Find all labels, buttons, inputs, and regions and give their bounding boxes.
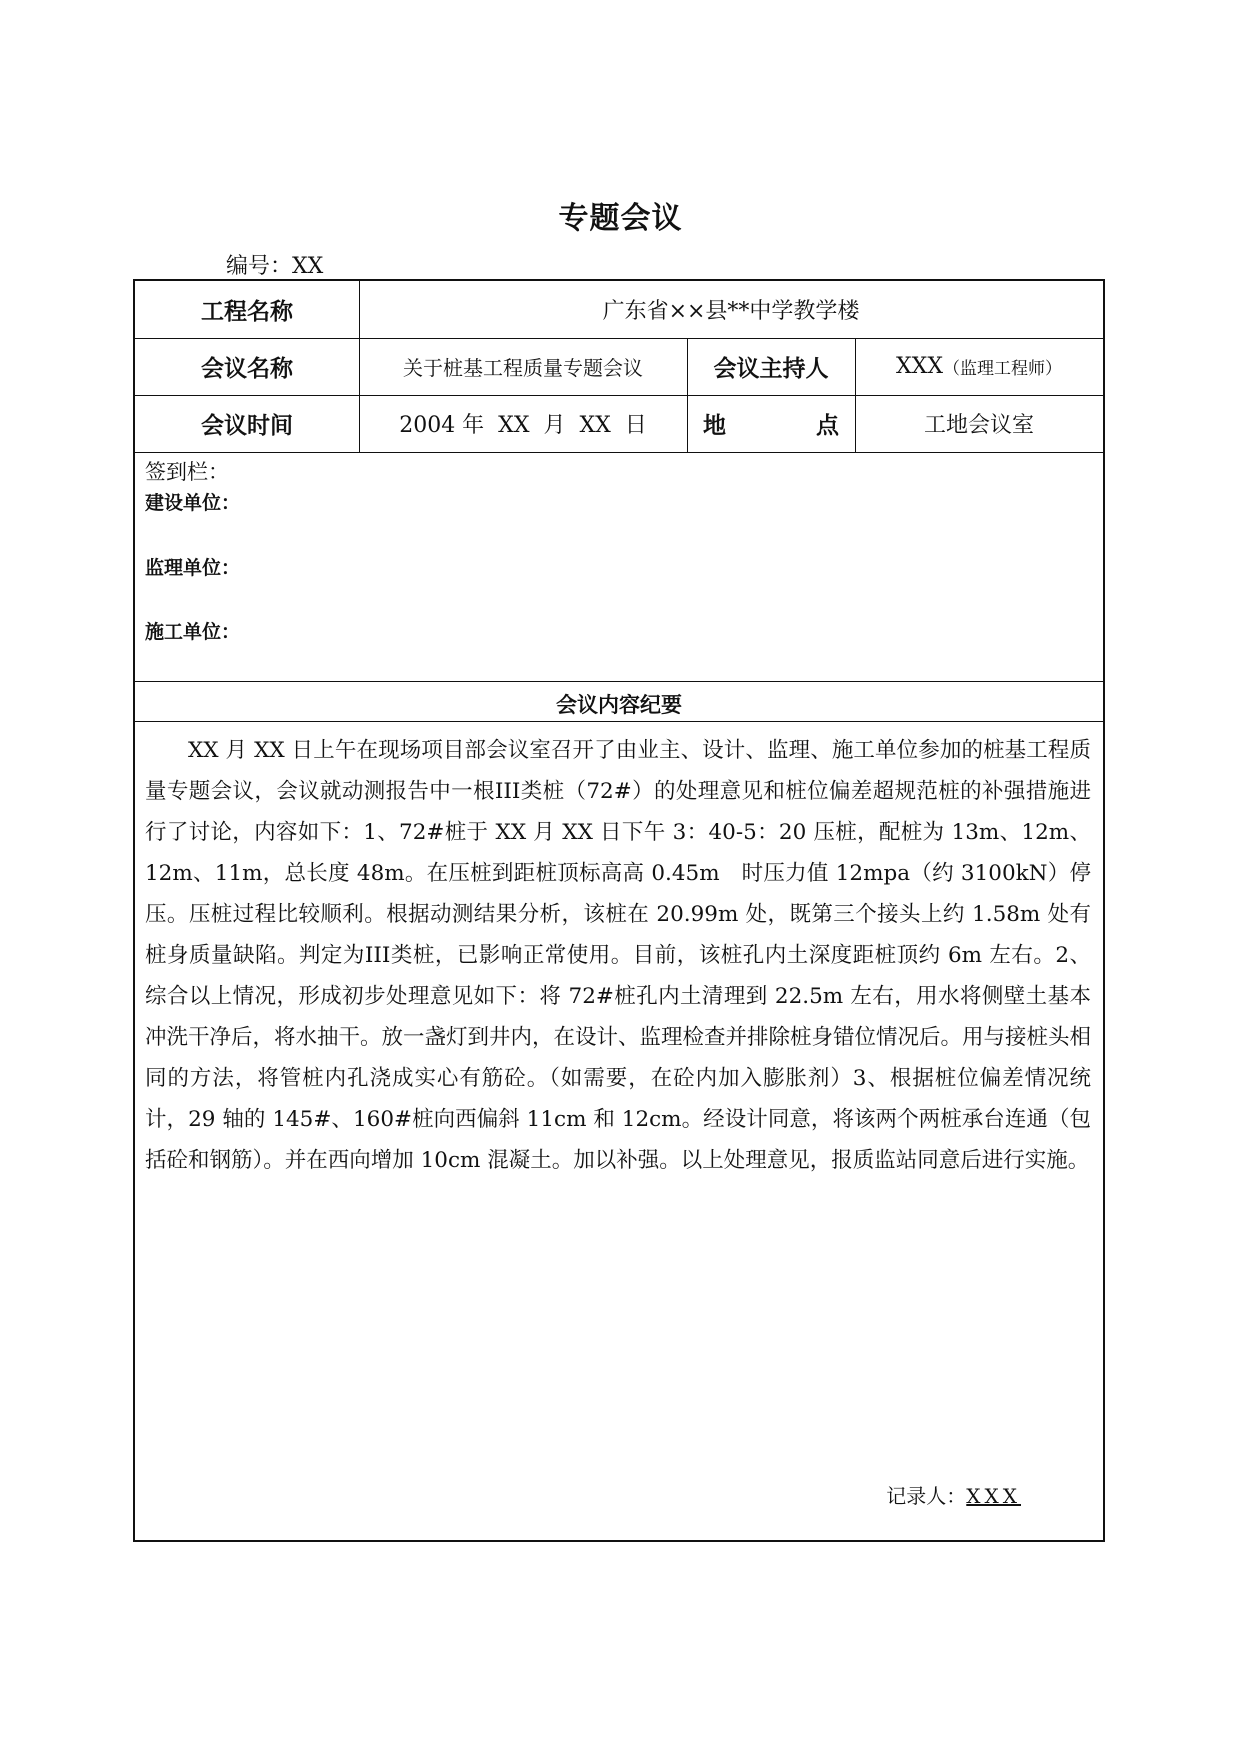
meeting-name-value: 关于桩基工程质量专题会议 <box>403 356 643 380</box>
signin-title: 签到栏： <box>145 460 229 484</box>
row-divider <box>135 452 1103 453</box>
location-label-part-2: 点 <box>816 413 839 439</box>
meeting-time-value: 2004 年 XX 月 XX 日 <box>399 413 647 438</box>
construction-unit-label: 建设单位： <box>145 492 241 514</box>
host-role: （监理工程师） <box>943 359 1062 379</box>
host-label: 会议主持人 <box>713 356 829 382</box>
document-title: 专题会议 <box>558 201 683 236</box>
project-name-value: 广东省××县**中学教学楼 <box>602 299 860 324</box>
meeting-name-label: 会议名称 <box>201 356 293 382</box>
document-number: 编号：XX <box>226 254 324 279</box>
project-name-label: 工程名称 <box>201 299 293 325</box>
recorder <box>886 1480 1021 1509</box>
summary-body: XX 月 XX 日上午在现场项目部会议室召开了由业主、设计、监理、施工单位参加的桩基工程质量专题会议，会议就动测报告中一根III类桩（72#）的处理意见和桩位偏差超规范桩的补强措施进行了讨论，内容如下：1、72#桩于 XX 月 XX 日下午 3：40-5：20 压桩，配桩为 13m、12m、12m、11m，总长度 48m。在压桩到距桩顶标高高 0.45m 时压力值 12mpa（约 3100kN）停压。压桩过程比较顺利。根据动测结果分析，该桩在 20.99m 处，既第三个接头上约 1.58m 处有桩身质量缺陷。判定为III类桩，已影响正常使用。目前，该桩孔内土深度距桩顶约 6m 左右。2、综合以上情况，形成初步处理意见如下：将 72#桩孔内土清理到 22.5m 左右，用水将侧壁土基本冲洗干净后，将水抽干。放一盏灯到井内，在设计、监理检查并排除桩身错位情况后。用与接桩头相同的方法，将管桩内孔浇成实心有筋砼。（如需要，在砼内加入膨胀剂）3、根据桩位偏差情况统计，29 轴的 145#、160#桩向西偏斜 11cm 和 12cm。经设计同意，将该两个两桩承台连通（包括砼和钢筋）。并在西向增加 10cm 混凝土。加以补强。以上处理意见，报质监站同意后进行实施。 <box>145 738 1092 1173</box>
host-cell <box>855 338 1103 395</box>
location-label-part-1: 地 <box>703 413 726 439</box>
meeting-time-label: 会议时间 <box>201 413 293 439</box>
section-divider <box>135 721 1103 722</box>
section-divider <box>135 681 1103 682</box>
location-value: 工地会议室 <box>923 413 1034 438</box>
host-value: XXX <box>896 354 943 379</box>
recorder-label: 记录人： <box>886 1484 967 1508</box>
meeting-form <box>133 279 1105 1542</box>
contractor-unit-label: 施工单位： <box>145 621 241 643</box>
supervision-unit-label: 监理单位： <box>145 557 241 579</box>
recorder-name: XXX <box>966 1484 1021 1508</box>
location-label <box>687 395 855 452</box>
summary-header: 会议内容纪要 <box>556 693 682 717</box>
